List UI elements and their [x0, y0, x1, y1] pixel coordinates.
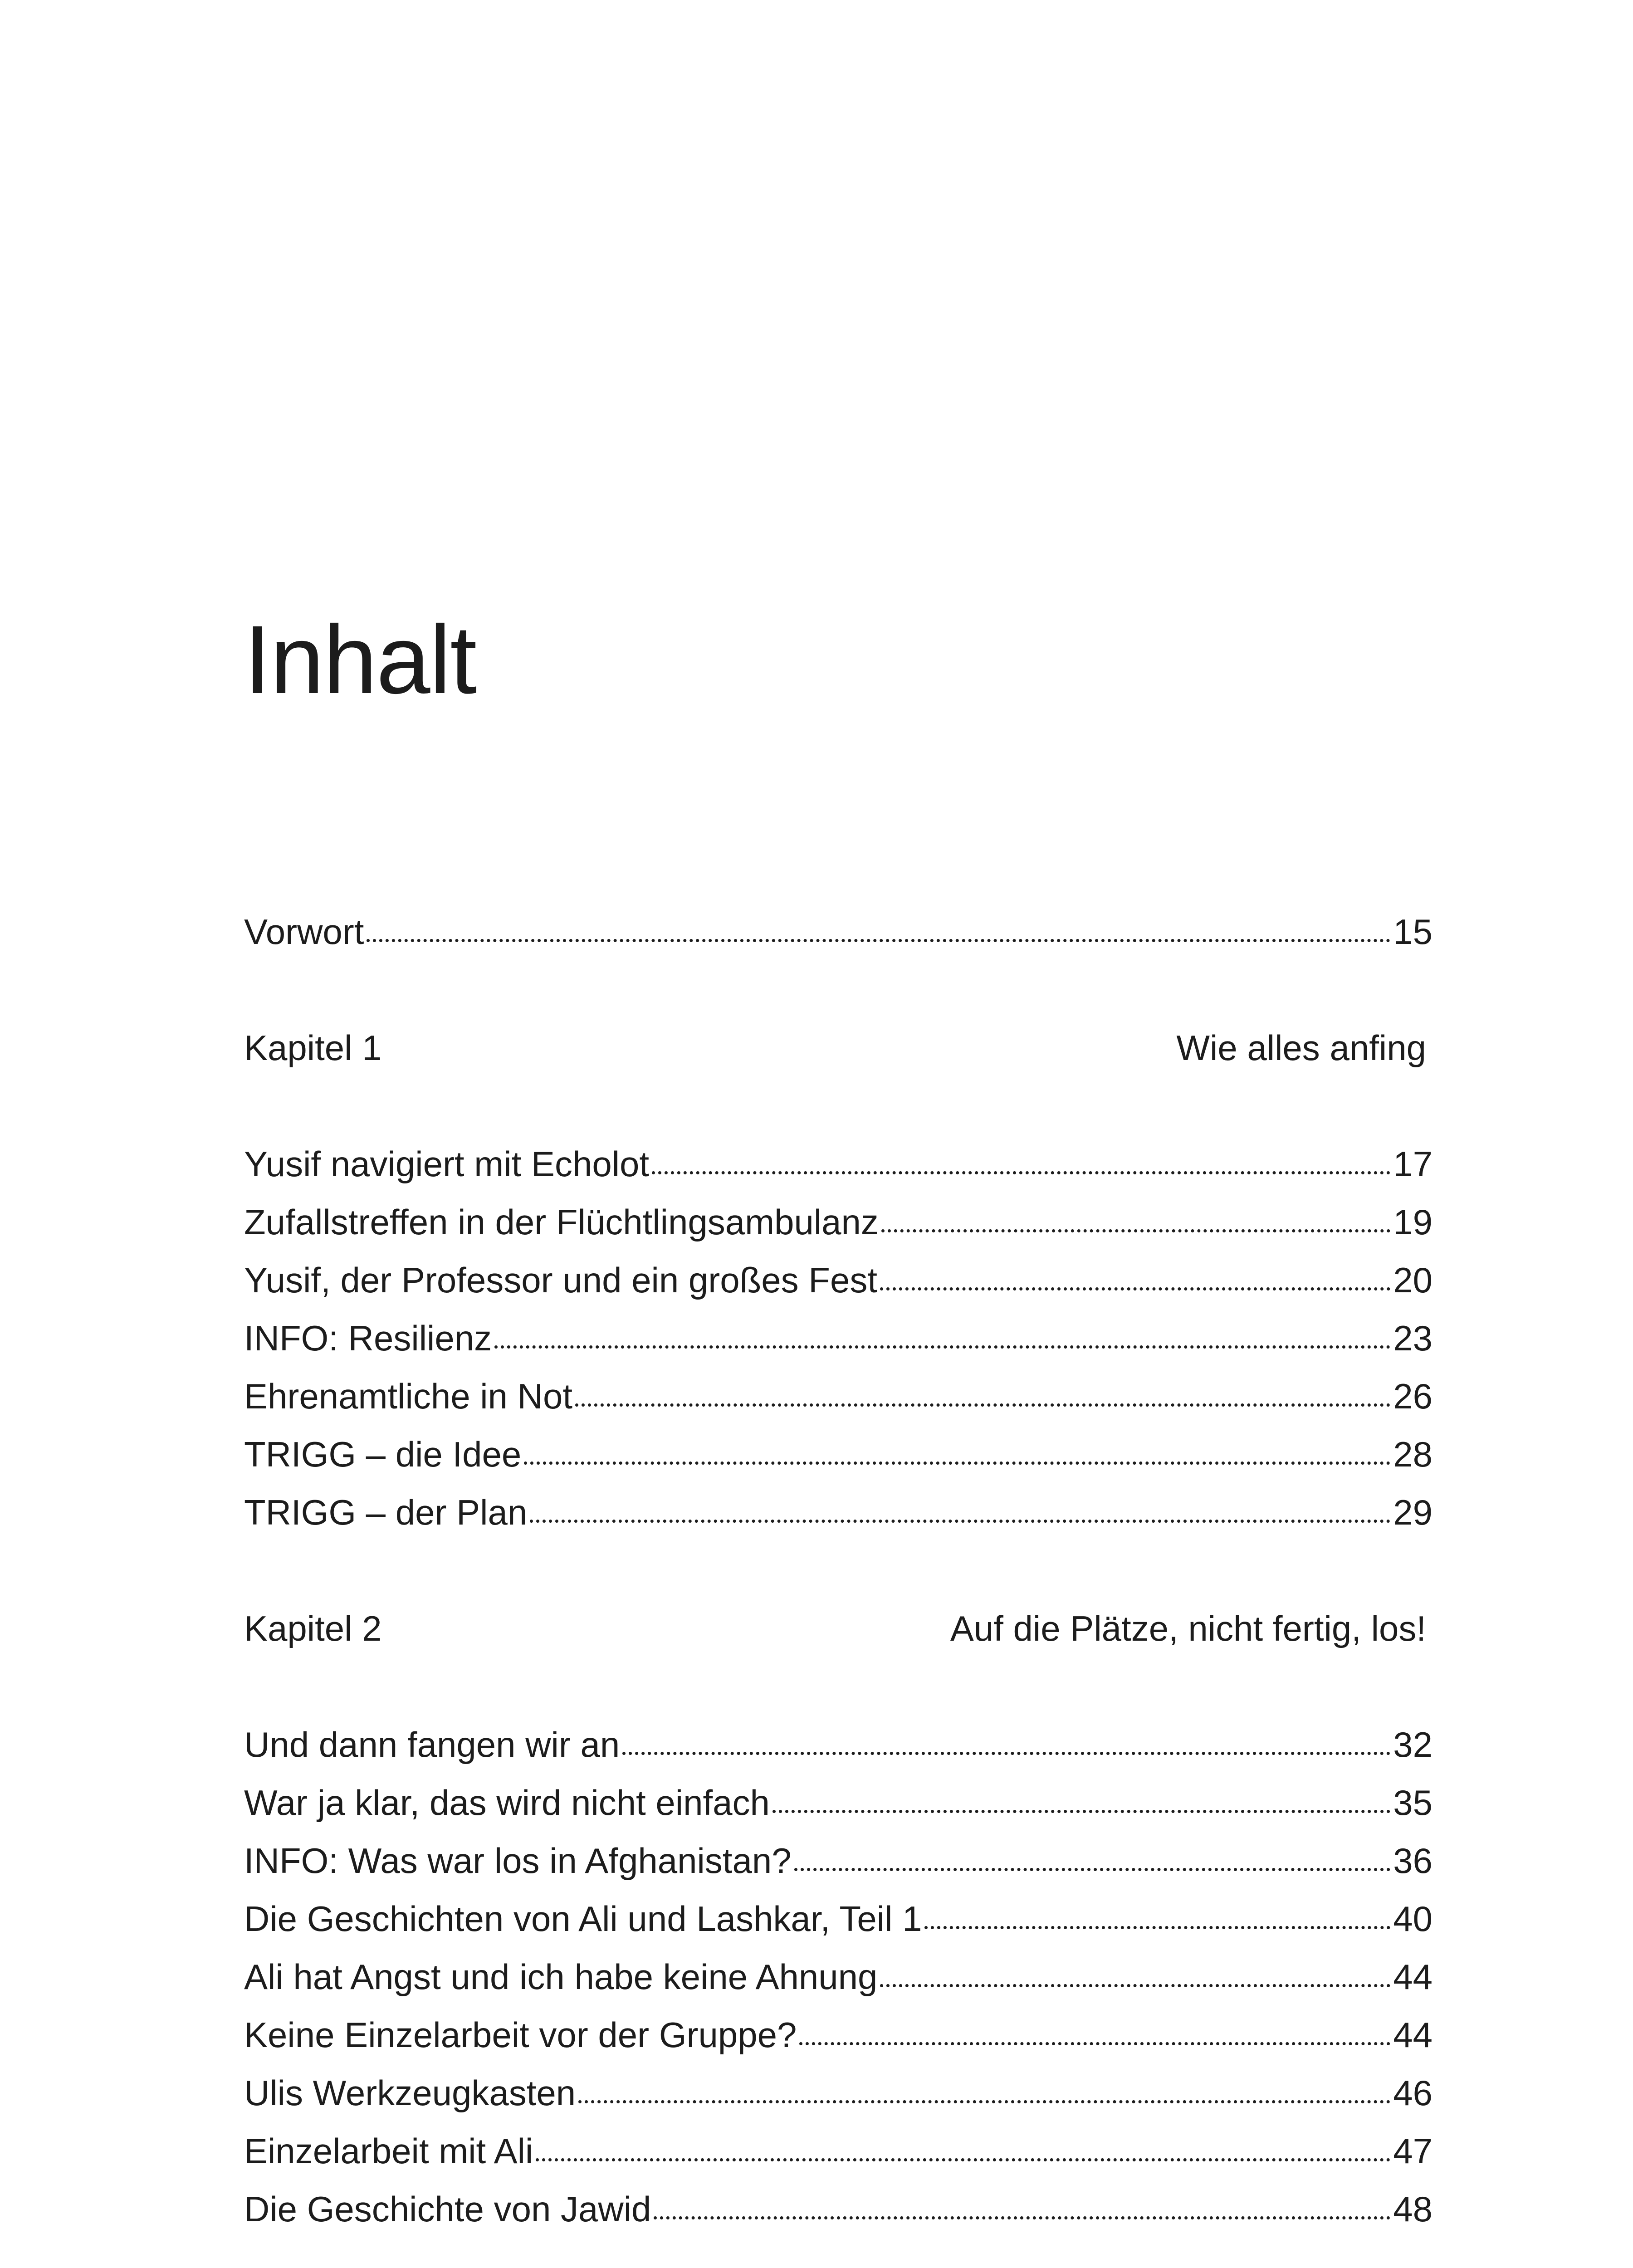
toc-entry-label: Vorwort	[244, 912, 364, 952]
toc-entry[interactable]	[244, 1193, 1433, 1251]
dot-leader	[880, 1984, 1390, 1987]
toc-entry[interactable]	[244, 1483, 1433, 1541]
toc-entry[interactable]	[244, 1890, 1433, 1948]
toc-entry-label: TRIGG – die Idee	[244, 1434, 522, 1474]
chapter-heading-1	[244, 1019, 1433, 1077]
toc-entry[interactable]	[244, 2064, 1433, 2122]
toc-entry-page: 26	[1393, 1376, 1433, 1416]
toc-entry-page: 29	[1393, 1492, 1433, 1532]
toc-entry-label: Die Geschichte von Jawid	[244, 2189, 651, 2229]
toc-entry[interactable]	[244, 1135, 1433, 1193]
toc-entry-label: INFO: Was war los in Afghanistan?	[244, 1841, 792, 1881]
toc-entry-label: Und dann fangen wir an	[244, 1725, 620, 1765]
toc-entry[interactable]	[244, 1309, 1433, 1367]
page-title: Inhalt	[244, 606, 476, 714]
toc-entry[interactable]	[244, 1251, 1433, 1309]
toc-entry-page: 17	[1393, 1144, 1433, 1184]
table-of-contents	[244, 903, 1433, 2238]
toc-entry-label: Zufallstreffen in der Flüchtlingsambulanz	[244, 1202, 879, 1242]
toc-entry[interactable]	[244, 1948, 1433, 2006]
toc-entry-label: Ulis Werkzeugkasten	[244, 2073, 576, 2113]
toc-entry[interactable]	[244, 2180, 1433, 2238]
dot-leader	[924, 1926, 1390, 1929]
toc-entry[interactable]	[244, 1367, 1433, 1425]
chapter-number: Kapitel 2	[244, 1608, 382, 1648]
dot-leader	[880, 1287, 1390, 1290]
toc-entry-page: 46	[1393, 2073, 1433, 2113]
dot-leader	[622, 1752, 1390, 1755]
toc-entry-label: Ehrenamtliche in Not	[244, 1376, 573, 1416]
toc-entry[interactable]	[244, 1425, 1433, 1483]
toc-entry-page: 40	[1393, 1899, 1433, 1939]
toc-entry-page: 20	[1393, 1260, 1433, 1300]
toc-entry-label: Yusif, der Professor und ein großes Fest	[244, 1260, 878, 1300]
toc-entry-page: 48	[1393, 2189, 1433, 2229]
toc-entry-page: 32	[1393, 1725, 1433, 1765]
dot-leader	[494, 1345, 1390, 1349]
toc-entry-label: Die Geschichten von Ali und Lashkar, Teil 1	[244, 1899, 922, 1939]
toc-entry[interactable]	[244, 1832, 1433, 1890]
toc-entry-page: 44	[1393, 1957, 1433, 1997]
dot-leader	[530, 1520, 1390, 1523]
dot-leader	[652, 1171, 1390, 1174]
toc-entry-page: 47	[1393, 2131, 1433, 2171]
toc-entry[interactable]	[244, 1774, 1433, 1832]
toc-entry-label: Keine Einzelarbeit vor der Gruppe?	[244, 2015, 797, 2055]
dot-leader	[578, 2100, 1390, 2103]
dot-leader	[881, 1229, 1390, 1232]
chapter-title: Wie alles anfing	[1176, 1028, 1426, 1068]
toc-entry-label: TRIGG – der Plan	[244, 1492, 528, 1532]
chapter-number: Kapitel 1	[244, 1028, 382, 1068]
toc-entry-label: Yusif navigiert mit Echolot	[244, 1144, 650, 1184]
toc-entry-label: Ali hat Angst und ich habe keine Ahnung	[244, 1957, 878, 1997]
toc-entry-page: 23	[1393, 1318, 1433, 1358]
dot-leader	[575, 1403, 1390, 1407]
toc-entry-label: Einzelarbeit mit Ali	[244, 2131, 533, 2171]
toc-entry-label: War ja klar, das wird nicht einfach	[244, 1783, 770, 1823]
toc-entry-page: 44	[1393, 2015, 1433, 2055]
dot-leader	[536, 2158, 1390, 2161]
chapter-heading-2	[244, 1599, 1433, 1657]
toc-entry-page: 19	[1393, 1202, 1433, 1242]
toc-entry-page: 28	[1393, 1434, 1433, 1474]
dot-leader	[772, 1810, 1390, 1813]
dot-leader	[799, 2042, 1390, 2045]
toc-entry[interactable]	[244, 2122, 1433, 2180]
toc-entry-page: 15	[1393, 912, 1433, 952]
toc-entry[interactable]	[244, 2006, 1433, 2064]
dot-leader	[367, 939, 1390, 942]
dot-leader	[524, 1461, 1390, 1465]
dot-leader	[794, 1868, 1391, 1871]
toc-entry-preface[interactable]	[244, 903, 1433, 961]
toc-entry-page: 35	[1393, 1783, 1433, 1823]
toc-entry-label: INFO: Resilienz	[244, 1318, 492, 1358]
dot-leader	[654, 2216, 1390, 2219]
toc-entry-page: 36	[1393, 1841, 1433, 1881]
toc-entry[interactable]	[244, 1716, 1433, 1774]
chapter-title: Auf die Plätze, nicht fertig, los!	[950, 1608, 1426, 1648]
